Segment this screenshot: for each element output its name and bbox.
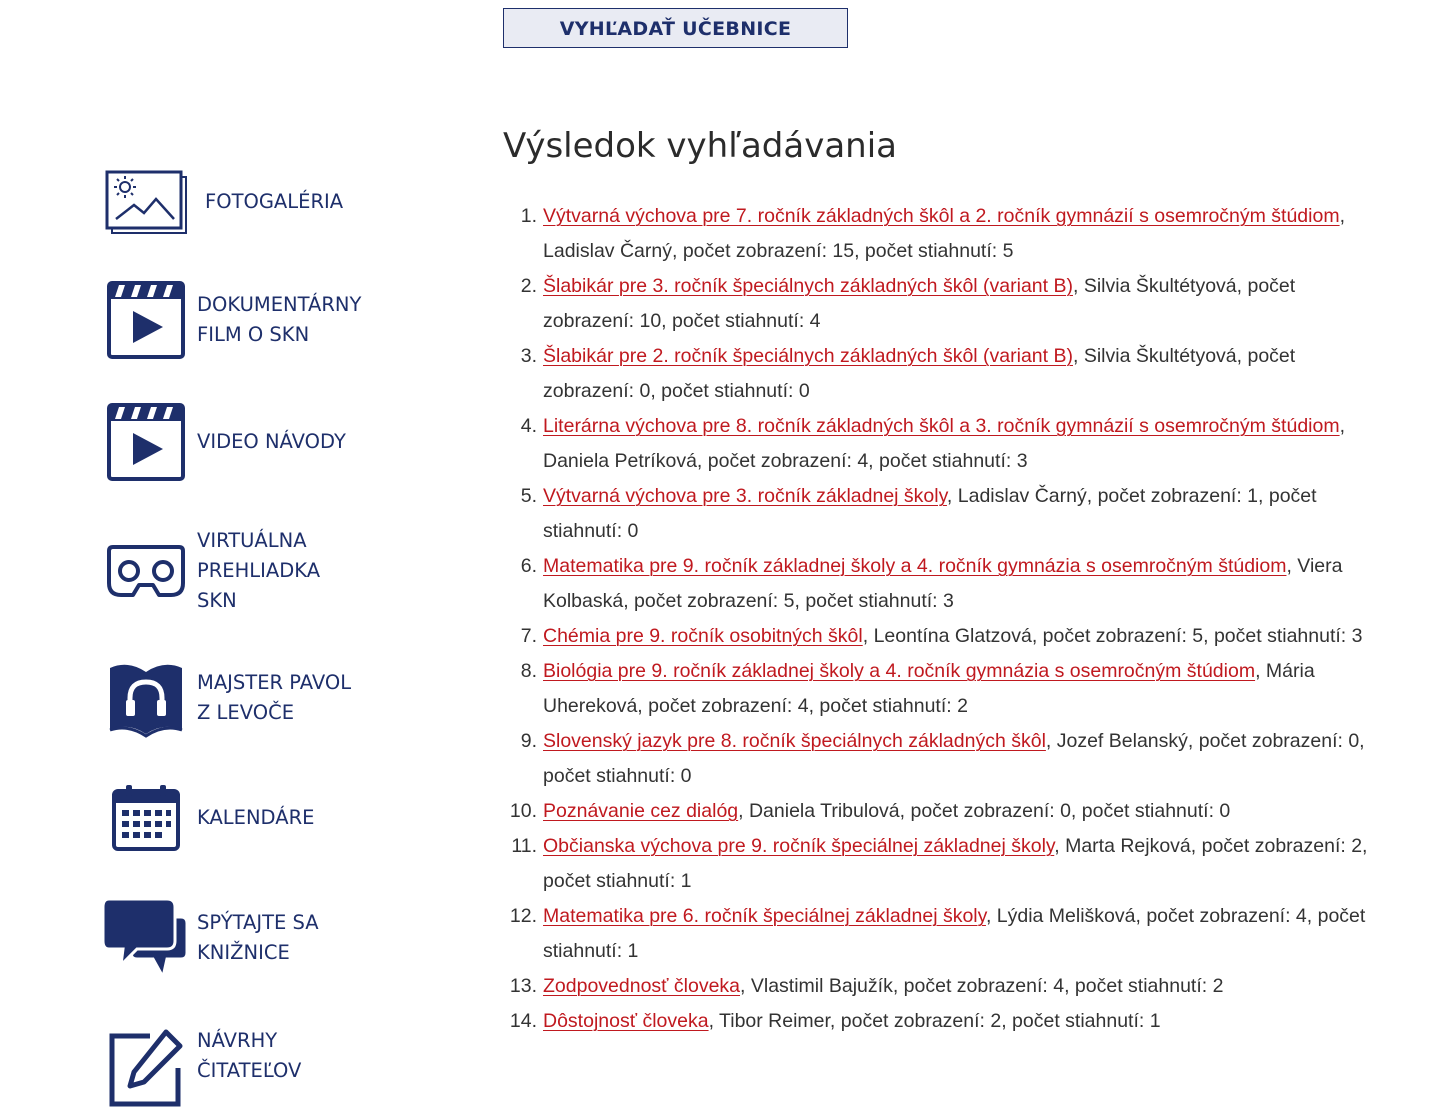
chat-bubbles-icon: [100, 896, 192, 980]
result-meta: , Silvia Škultétyová, počet zobrazení: 0, počet stiahnutí: 0: [543, 345, 1296, 402]
result-meta: , Ladislav Čarný, počet zobrazení: 1, počet stiahnutí: 0: [543, 485, 1317, 542]
sidebar-item-label: FOTOGALÉRIA: [205, 190, 344, 213]
sidebar-item-label-line: DOKUMENTÁRNY: [197, 293, 362, 316]
result-number: 4.: [520, 415, 537, 437]
result-link[interactable]: Literárna výchova pre 8. ročník základných škôl a 3. ročník gymnázií s osemročným štúdiom: [543, 415, 1340, 437]
calendar-icon: [100, 776, 192, 860]
result-number: 13.: [509, 975, 537, 997]
sidebar-item-label-line: FILM O SKN: [197, 323, 310, 346]
result-meta: , Jozef Belanský, počet zobrazení: 0, počet stiahnutí: 0: [543, 730, 1365, 787]
sidebar-item-label-line: PREHLIADKA: [197, 559, 321, 582]
sidebar-item-virtualna-prehliadka[interactable]: [100, 526, 387, 616]
result-number: 5.: [520, 485, 537, 507]
search-results-list: [503, 199, 1383, 1039]
sidebar-item-label-line: SKN: [197, 589, 237, 612]
result-meta: , Silvia Škultétyová, počet zobrazení: 10, počet stiahnutí: 4: [543, 275, 1296, 332]
sidebar-item-label: VIDEO NÁVODY: [197, 430, 346, 453]
list-item: [520, 199, 1383, 269]
sidebar-item-label-line: SPÝTAJTE SA: [197, 911, 319, 934]
result-number: 7.: [520, 625, 537, 647]
result-number: 8.: [520, 660, 537, 682]
sidebar-item-label-line: ČITATEĽOV: [197, 1059, 302, 1082]
result-meta: , Tibor Reimer, počet zobrazení: 2, počet stiahnutí: 1: [708, 1010, 1161, 1032]
list-item: [509, 899, 1383, 969]
result-number: 2.: [520, 275, 537, 297]
list-item: [520, 654, 1383, 724]
film-clapper-icon: [100, 278, 192, 362]
sidebar-item-label-line: NÁVRHY: [197, 1029, 278, 1052]
result-meta: , Mária Uhereková, počet zobrazení: 4, počet stiahnutí: 2: [543, 660, 1315, 717]
sidebar-item-video-navody[interactable]: [100, 400, 387, 484]
list-item: [511, 829, 1383, 899]
result-link[interactable]: Biológia pre 9. ročník základnej školy a 4. ročník gymnázia s osemročným štúdiom: [543, 660, 1256, 682]
result-number: 12.: [509, 905, 537, 927]
audiobook-icon: [100, 656, 192, 740]
result-number: 11.: [511, 835, 537, 857]
film-clapper-icon: [100, 400, 192, 484]
result-number: 10.: [509, 800, 537, 822]
result-link[interactable]: Matematika pre 9. ročník základnej školy a 4. ročník gymnázia s osemročným štúdiom: [543, 555, 1287, 577]
sidebar-item-majster-pavol[interactable]: [100, 656, 387, 740]
list-item: [509, 794, 1383, 829]
sidebar-item-spytajte-sa[interactable]: [100, 896, 387, 980]
result-number: 3.: [520, 345, 537, 367]
list-item: [520, 339, 1383, 409]
result-meta: , Viera Kolbaská, počet zobrazení: 5, počet stiahnutí: 3: [543, 555, 1343, 612]
list-item: [520, 549, 1383, 619]
result-meta: , Daniela Petríková, počet zobrazení: 4, počet stiahnutí: 3: [543, 415, 1346, 472]
vr-headset-icon: [100, 529, 192, 613]
list-item: [520, 619, 1383, 654]
sidebar-item-fotogaleria[interactable]: [100, 160, 395, 244]
sidebar-item-label: KALENDÁRE: [197, 806, 315, 829]
list-item: [520, 724, 1383, 794]
result-link[interactable]: Výtvarná výchova pre 3. ročník základnej školy: [543, 485, 947, 507]
list-item: [520, 409, 1383, 479]
result-meta: , Marta Rejková, počet zobrazení: 2, počet stiahnutí: 1: [543, 835, 1368, 892]
result-link[interactable]: Výtvarná výchova pre 7. ročník základných škôl a 2. ročník gymnázií s osemročným štúdiom: [543, 205, 1340, 227]
result-meta: , Daniela Tribulová, počet zobrazení: 0, počet stiahnutí: 0: [738, 800, 1231, 822]
sidebar-item-dokumentarny-film[interactable]: [100, 278, 387, 362]
sidebar-item-label-line: VIRTUÁLNA: [197, 529, 307, 552]
result-link[interactable]: Poznávanie cez dialóg: [543, 800, 739, 822]
result-link[interactable]: Šlabikár pre 3. ročník špeciálnych základných škôl (variant B): [543, 275, 1073, 297]
result-link[interactable]: Dôstojnosť človeka: [543, 1010, 709, 1032]
sidebar-item-label-line: MAJSTER PAVOL: [197, 671, 352, 694]
result-meta: , Ladislav Čarný, počet zobrazení: 15, počet stiahnutí: 5: [543, 205, 1345, 262]
result-link[interactable]: Slovenský jazyk pre 8. ročník špeciálnych základných škôl: [543, 730, 1046, 752]
result-number: 14.: [509, 1010, 537, 1032]
result-meta: , Vlastimil Bajužík, počet zobrazení: 4, počet stiahnutí: 2: [740, 975, 1224, 997]
sidebar-item-label-line: Z LEVOČE: [197, 701, 295, 724]
result-link[interactable]: Matematika pre 6. ročník špeciálnej základnej školy: [543, 905, 986, 927]
search-textbooks-button[interactable]: VYHĽADAŤ UČEBNICE: [503, 8, 848, 48]
result-number: 6.: [520, 555, 537, 577]
result-link[interactable]: Zodpovednosť človeka: [543, 975, 741, 997]
result-meta: , Lýdia Melišková, počet zobrazení: 4, počet stiahnutí: 1: [543, 905, 1366, 962]
result-number: 9.: [520, 730, 537, 752]
list-item: [520, 479, 1383, 549]
sidebar-item-kalendare[interactable]: [100, 776, 387, 860]
page-title: Výsledok vyhľadávania: [503, 126, 898, 166]
list-item: [520, 269, 1383, 339]
result-link[interactable]: Občianska výchova pre 9. ročník špeciálnej základnej školy: [543, 835, 1055, 857]
result-link[interactable]: Chémia pre 9. ročník osobitných škôl: [543, 625, 863, 647]
sidebar-item-label-line: KNIŽNICE: [197, 941, 290, 964]
sidebar-item-navrhy-citatelov[interactable]: [100, 1026, 387, 1110]
list-item: [509, 1004, 1383, 1039]
result-link[interactable]: Šlabikár pre 2. ročník špeciálnych základných škôl (variant B): [543, 345, 1073, 367]
result-meta: , Leontína Glatzová, počet zobrazení: 5, počet stiahnutí: 3: [862, 625, 1363, 647]
sidebar: [100, 0, 430, 1082]
photo-gallery-icon: [100, 160, 192, 244]
result-number: 1.: [520, 205, 537, 227]
list-item: [509, 969, 1383, 1004]
pencil-edit-icon: [100, 1026, 192, 1110]
